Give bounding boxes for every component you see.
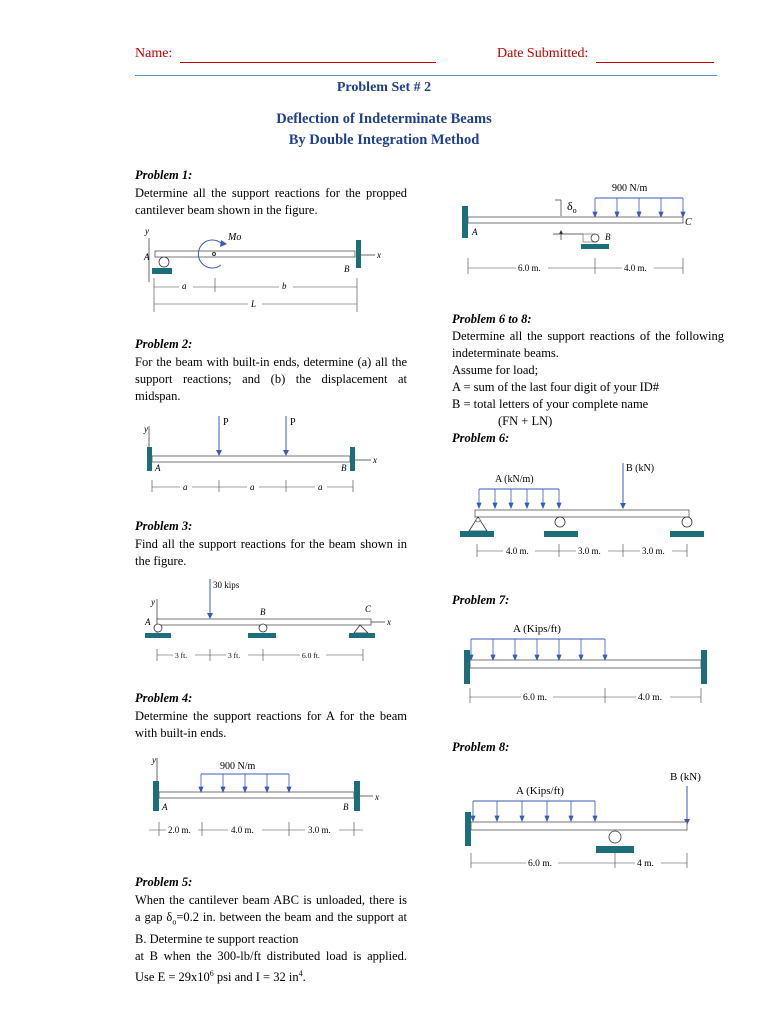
left-wall (464, 650, 470, 684)
p4-load-label: 900 N/m (220, 761, 256, 772)
p8-d1: 6.0 m. (528, 859, 553, 869)
fixed-wall (465, 812, 471, 846)
problem-2-text (135, 354, 407, 405)
p4-d2: 4.0 m. (231, 825, 254, 835)
p2-a2: a (250, 482, 255, 492)
p2-b-label: B (341, 463, 347, 473)
problem-1-line: cantilever beam shown in the figure. (135, 203, 318, 217)
p6-d3: 3.0 m. (642, 546, 665, 556)
beam (475, 510, 689, 517)
problem-set-title: Problem Set # 2 (336, 80, 432, 95)
p7-d1: 6.0 m. (523, 693, 548, 703)
p5-b-label: B (605, 232, 611, 242)
p7-load-a-label: A (Kips/ft) (513, 623, 561, 635)
support-b (248, 633, 276, 638)
p5-text-b-post: =0.2 in. between the beam and the support at (176, 910, 407, 924)
p5-sup-4: 4 (298, 968, 303, 978)
roller-right (682, 517, 692, 527)
right-wall (354, 781, 360, 811)
p3-a-label: A (145, 617, 151, 627)
p6-d2: 3.0 m. (578, 546, 601, 556)
left-wall (147, 447, 152, 471)
date-line[interactable] (596, 62, 714, 63)
date-submitted-label: Date Submitted: (497, 46, 589, 61)
support-mid (544, 531, 578, 537)
p6-load-b-label: B (kN) (626, 463, 655, 474)
problem-7-figure (455, 615, 715, 710)
problem-5-title: Problem 5: (135, 875, 193, 889)
b-definition-2: (FN + LN) (498, 414, 553, 428)
p2-a1: a (183, 482, 188, 492)
support-base (152, 268, 172, 274)
problem-4-line: with built-in ends. (135, 726, 227, 740)
p1-b-dim: b (282, 281, 287, 291)
problem-5-text (135, 892, 407, 986)
p5-d2: 4.0 m. (624, 263, 647, 273)
p4-y-label: y (152, 755, 156, 765)
p3-y-label: y (151, 597, 155, 607)
p2-a3: a (318, 482, 323, 492)
problem-4-figure (135, 750, 395, 842)
problem-4-line: Determine the support reactions for A for the beam (135, 709, 407, 723)
p5-text-e-pre: Use E = 29x10 (135, 969, 210, 984)
p4-b-label: B (343, 802, 349, 812)
problem-6-8-title: Problem 6 to 8: (452, 312, 532, 326)
problem-4-title: Problem 4: (135, 691, 193, 705)
p5-sup-6: 6 (209, 968, 214, 978)
pin-support (159, 257, 169, 267)
beam (152, 456, 350, 462)
subtitle-line-2: By Double Integration Method (288, 132, 480, 148)
fixed-wall (356, 240, 361, 268)
problem-5-line: B. Determine te support reaction (135, 931, 299, 946)
p1-a-dim: a (182, 281, 187, 291)
p1-y-label: y (145, 226, 149, 236)
name-label: Name: (135, 46, 173, 61)
p6-load-a-label: A (kN/m) (495, 474, 534, 485)
p8-d2: 4 m. (637, 859, 654, 869)
p7-d2: 4.0 m. (638, 693, 663, 703)
p1-b-label: B (344, 264, 350, 274)
beam (155, 251, 355, 257)
subtitle-line-1: Deflection of Indeterminate Beams (276, 111, 492, 127)
problem-2-line: midspan. (135, 389, 181, 403)
problem-1-text (135, 185, 407, 219)
problem-6-8-line: Determine all the support reactions of the following (452, 329, 724, 343)
p5-text-b-pre: a gap δ (135, 910, 173, 924)
problem-7-title: Problem 7: (452, 593, 510, 607)
p1-a-label: A (144, 252, 150, 262)
roller-b (591, 234, 599, 242)
p3-d2: 3 ft. (228, 651, 241, 660)
problem-5-figure (455, 178, 715, 283)
problem-4-text (135, 708, 407, 742)
roller-mid (555, 517, 565, 527)
p1-x-label: x (377, 250, 381, 260)
header-rule (135, 75, 717, 76)
distributed-load (199, 774, 291, 792)
problem-6-figure (455, 455, 715, 570)
problem-3-line: Find all the support reactions for the beam shown in (135, 537, 407, 551)
p5-delta: δ (567, 199, 573, 213)
support-b-base (581, 244, 609, 249)
p1-mo-label: Mo (228, 232, 242, 243)
left-wall (153, 781, 159, 811)
p5-a-label: A (472, 227, 478, 237)
p5-c-label: C (685, 217, 692, 228)
problem-3-text (135, 536, 407, 570)
roller (609, 831, 621, 843)
problem-3-figure (135, 575, 395, 670)
problem-1-title: Problem 1: (135, 168, 193, 182)
problem-5-line (135, 909, 407, 931)
distributed-load (469, 639, 607, 660)
p1-L-dim: L (251, 299, 257, 309)
p6-d1: 4.0 m. (506, 546, 529, 556)
problem-6-title: Problem 6: (452, 431, 510, 445)
roller-support (596, 846, 634, 853)
p8-load-a-label: A (Kips/ft) (516, 785, 564, 797)
problem-3-line: the figure. (135, 554, 187, 568)
p3-b-label: B (260, 607, 266, 617)
distributed-load (593, 198, 685, 217)
p5-d1: 6.0 m. (518, 263, 541, 273)
p3-load-label: 30 kips (213, 580, 240, 590)
p3-x-label: x (387, 617, 391, 627)
b-definition: B = total letters of your complete name (452, 397, 649, 411)
problem-2-line: For the beam with built-in ends, determine (a) all the (135, 355, 407, 369)
beam (468, 217, 683, 223)
p5-delta-label (567, 199, 577, 215)
p5-text-e-end: . (302, 969, 306, 984)
problem-2-title: Problem 2: (135, 337, 193, 351)
problem-5-line: at B when the 300-lb/ft distributed load is applied. (135, 948, 407, 963)
right-wall (701, 650, 707, 684)
problem-6-8-line: indeterminate beams. (452, 346, 559, 360)
a-definition: A = sum of the last four digit of your ID# (452, 380, 660, 394)
problem-5-line (135, 965, 407, 986)
p3-c-label: C (365, 604, 372, 614)
p4-d3: 3.0 m. (308, 825, 331, 835)
p4-x-label: x (375, 792, 379, 802)
problem-3-title: Problem 3: (135, 519, 193, 533)
p4-d1: 2.0 m. (168, 825, 191, 835)
problem-5-line: When the cantilever beam ABC is unloaded, there is (135, 893, 407, 907)
problem-2-figure (135, 412, 395, 497)
problem-1-figure (135, 220, 395, 315)
name-line[interactable] (180, 62, 436, 63)
right-wall (350, 447, 355, 471)
assume-line: Assume for load; (452, 363, 539, 377)
support-left (460, 531, 494, 537)
support-c (349, 633, 375, 638)
beam (159, 792, 354, 798)
p2-a-label: A (155, 463, 161, 473)
roller-a (154, 624, 162, 632)
problem-6-8-text (452, 328, 724, 430)
p2-x-label: x (373, 455, 377, 465)
problem-8-figure (455, 760, 720, 875)
p3-d3: 6.0 ft. (302, 651, 320, 660)
p2-p1-label: P (223, 417, 229, 428)
p5-delta-sub: o (172, 917, 177, 927)
roller-b (259, 624, 267, 632)
problem-8-title: Problem 8: (452, 740, 510, 754)
p2-y-label: y (144, 424, 148, 434)
support-right (670, 531, 704, 537)
beam (471, 822, 687, 830)
p3-d1: 3 ft. (175, 651, 188, 660)
p4-a-label: A (162, 802, 168, 812)
support-a (145, 633, 171, 638)
problem-2-line: support reactions; and (b) the displacement at (135, 372, 407, 386)
distributed-load (477, 489, 561, 508)
problem-1-line: Determine all the support reactions for the propped (135, 186, 407, 200)
p5-load-label: 900 N/m (612, 183, 648, 194)
distributed-load (471, 801, 597, 821)
pin-c (354, 625, 368, 633)
p8-load-b-label: B (kN) (670, 771, 701, 783)
p2-p2-label: P (290, 417, 296, 428)
beam (470, 660, 701, 668)
fixed-wall (462, 206, 468, 238)
p5-delta-sub: o (572, 206, 577, 215)
p5-text-e-mid: psi and I = 32 in (213, 969, 299, 984)
